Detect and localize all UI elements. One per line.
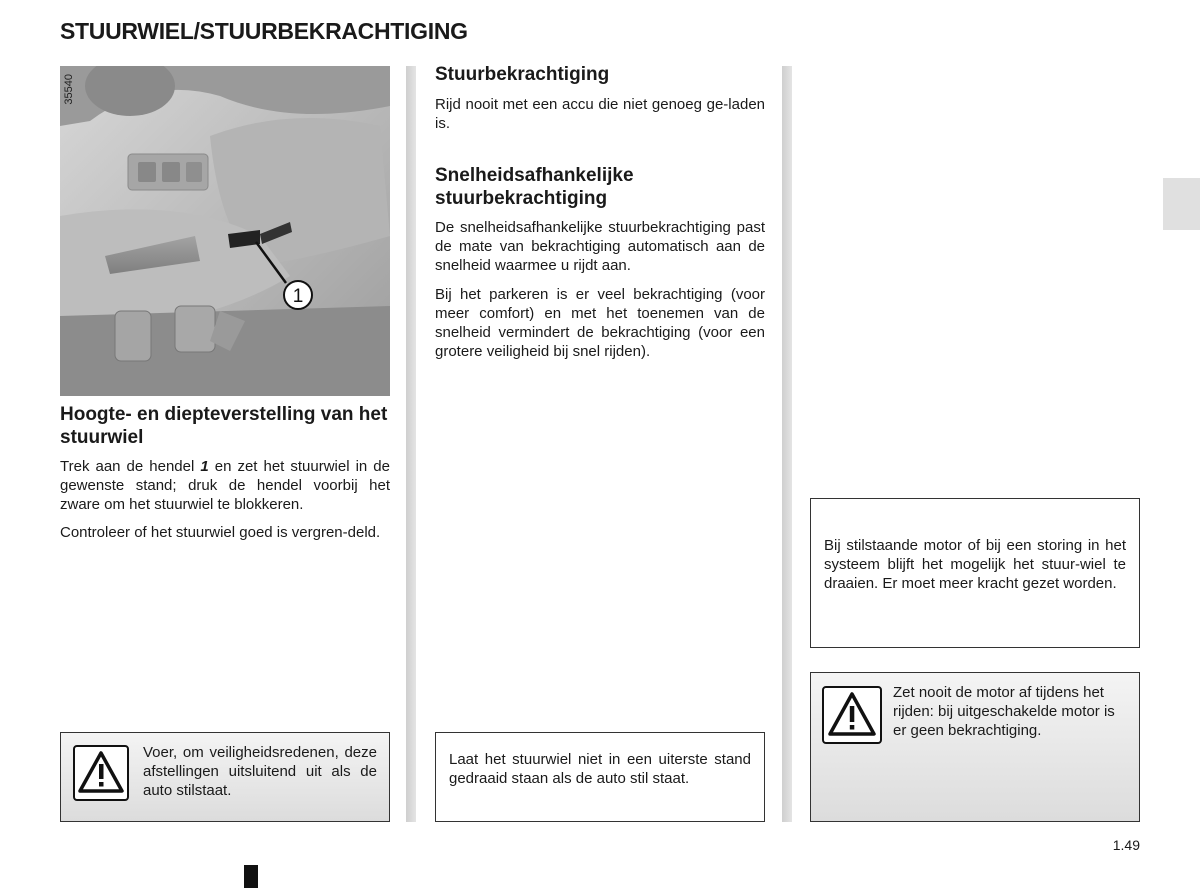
right-warning-text: Zet nooit de motor af tijdens het rijden: bij uitgeschakelde motor is er geen bekrachtiging.	[893, 684, 1115, 739]
middle-para-2: De snelheidsafhankelijke stuurbekrachtiging past de mate van bekrachtiging automatisch aan de snelheid waarmee u rijdt aan.	[435, 219, 765, 274]
middle-para-1: Rijd nooit met een accu die niet genoeg ge-laden is.	[435, 96, 765, 132]
middle-para-3: Bij het parkeren is er veel bekrachtiging (voor meer comfort) en met het toenemen van de snelheid vermindert de bekrachtiging (voor een grotere veiligheid bij snel rijden).	[435, 286, 765, 360]
right-info-box	[810, 498, 1140, 648]
page-title: STUURWIEL/STUURBEKRACHTIGING	[60, 18, 468, 44]
left-heading: Hoogte- en diepteverstelling van het stuurwiel	[60, 404, 388, 448]
callout-number: 1	[292, 286, 304, 307]
middle-heading-2: Snelheidsafhankelijke stuurbekrachtiging	[435, 165, 634, 209]
column-divider-right	[782, 66, 792, 822]
left-para-1-after: en zet het stuurwiel in de gewenste stand; druk de hendel voorbij het zware om het stuurwiel te blokkeren.	[60, 458, 390, 513]
left-warning-box	[60, 732, 390, 822]
warning-icon	[822, 686, 882, 744]
warning-icon	[73, 745, 129, 801]
left-para-2: Controleer of het stuurwiel goed is vergren-deld.	[60, 524, 381, 541]
column-divider-left	[406, 66, 416, 822]
left-para-1-before: Trek aan de hendel	[60, 458, 201, 475]
steering-column-illustration	[60, 66, 390, 396]
page-edge-mark	[244, 865, 258, 888]
left-para-1	[60, 457, 390, 514]
middle-note-box	[435, 732, 765, 822]
right-info-text: Bij stilstaande motor of bij een storing in het systeem blijft het mogelijk het stuur-wiel te draaien. Er moet meer kracht gezet worden.	[824, 537, 1126, 592]
page-number: 1.49	[1112, 837, 1140, 853]
middle-heading-1: Stuurbekrachtiging	[435, 64, 610, 85]
left-warning-text: Voer, om veiligheidsredenen, deze afstellingen uitsluitend uit als de auto stilstaat.	[143, 744, 377, 799]
middle-note-text: Laat het stuurwiel niet in een uiterste stand gedraaid staan als de auto stil staat.	[449, 751, 751, 787]
lever-reference: 1	[200, 458, 209, 475]
steering-column-photo	[60, 66, 390, 396]
photo-code: 35540	[63, 74, 75, 105]
right-warning-box	[810, 672, 1140, 822]
chapter-tab-marker	[1163, 178, 1200, 230]
